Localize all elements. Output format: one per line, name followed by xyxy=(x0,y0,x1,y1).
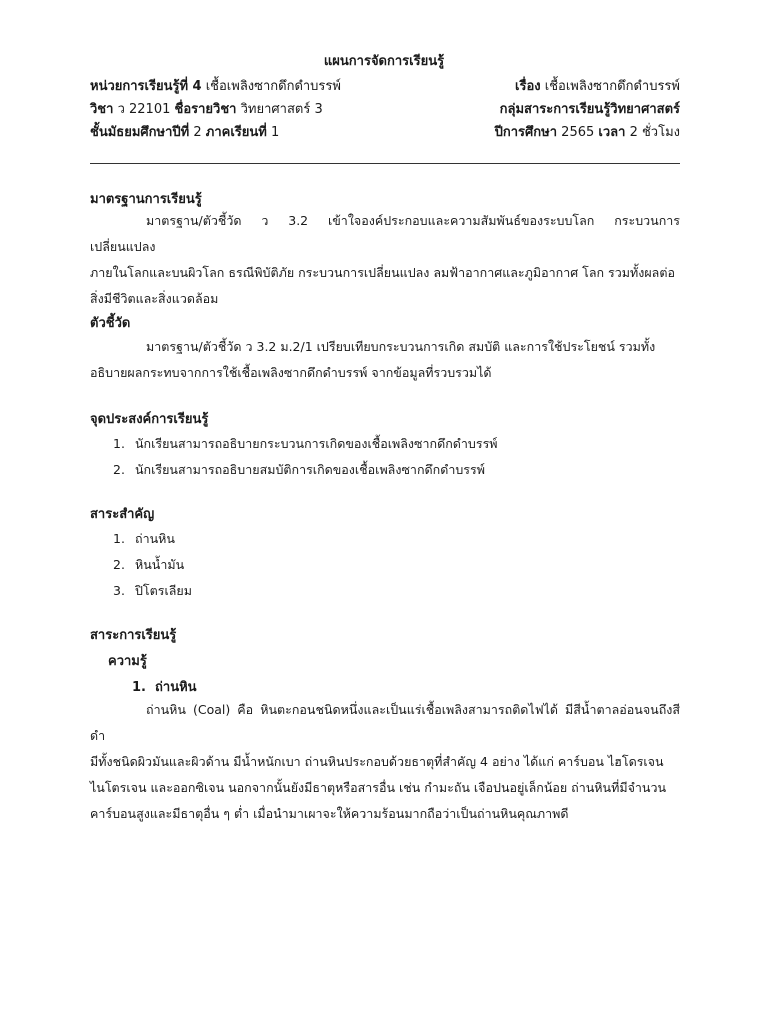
term-label: ภาคเรียนที่ xyxy=(205,125,267,140)
objectives-heading: จุดประสงค์การเรียนรู้ xyxy=(90,412,209,427)
document-title: แผนการจัดการเรียนรู้ xyxy=(323,54,445,69)
grade-label: ชั้นมัธยมศึกษาปีที่ xyxy=(90,125,190,140)
topic-value: เชื้อเพลิงซากดึกดำบรรพ์ xyxy=(544,79,680,94)
list-item xyxy=(113,555,184,575)
list-item-number: 3. xyxy=(113,583,125,598)
list-item-text: หินน้ำมัน xyxy=(135,557,185,572)
header-divider xyxy=(90,163,680,164)
learning-group: กลุ่มสาระการเรียนรู้วิทยาศาสตร์ xyxy=(499,102,680,117)
indicators-heading: ตัวชี้วัด xyxy=(90,316,131,331)
year-label: ปีการศึกษา xyxy=(494,125,558,140)
standards-line: ภายในโลกและบนผิวโลก ธรณีพิบัติภัย กระบวนการเปลี่ยนแปลง ลมฟ้าอากาศและภูมิอากาศ โลก รวมทั้งผลต่อ xyxy=(90,265,675,280)
list-item xyxy=(113,434,498,454)
list-item-text: ถ่านหิน xyxy=(135,531,175,546)
knowledge-subheading: ความรู้ xyxy=(108,654,147,669)
subject-code: ว 22101 xyxy=(117,102,171,117)
standards-line: มาตรฐาน/ตัวชี้วัด ว 3.2 เข้าใจองค์ประกอบและความสัมพันธ์ของระบบโลก กระบวนการ เปลี่ยนแปลง xyxy=(90,213,680,254)
list-item-text: นักเรียนสามารถอธิบายสมบัติการเกิดของเชื้อเพลิงซากดึกดำบรรพ์ xyxy=(135,462,485,477)
time-label: เวลา xyxy=(598,125,626,140)
list-item-number: 2. xyxy=(113,462,125,477)
unit-label: หน่วยการเรียนรู้ที่ 4 xyxy=(90,79,202,94)
list-item xyxy=(113,460,485,480)
header-row-1 xyxy=(90,75,680,97)
coal-line: คาร์บอนสูงและมีธาตุอื่น ๆ ต่ำ เมื่อนำมาเผาจะให้ความร้อนมากถือว่าเป็นถ่านหินคุณภาพดี xyxy=(90,806,569,821)
coal-line: ไนโตรเจน และออกซิเจน นอกจากนั้นยังมีธาตุหรือสารอื่น เช่น กำมะถัน เจือปนอยู่เล็กน้อย ถ่านหินที่มีจำนวน xyxy=(90,780,667,795)
list-item-number: 1. xyxy=(113,436,125,451)
list-item xyxy=(113,581,192,601)
coal-heading: 1. ถ่านหิน xyxy=(132,680,197,695)
coal-line: ถ่านหิน (Coal) คือ หินตะกอนชนิดหนึ่งและเป็นแร่เชื้อเพลิงสามารถติดไฟได้ มีสีน้ำตาลอ่อนจนถึงสี ดำ xyxy=(90,702,680,743)
list-item-number: 2. xyxy=(113,557,125,572)
content-heading: สาระการเรียนรู้ xyxy=(90,628,177,643)
standards-line: สิ่งมีชีวิตและสิ่งแวดล้อม xyxy=(90,291,219,306)
list-item-text: ปิโตรเลียม xyxy=(135,583,192,598)
key-concepts-heading: สาระสำคัญ xyxy=(90,507,155,522)
topic-label: เรื่อง xyxy=(515,79,541,94)
term-value: 1 xyxy=(271,125,280,140)
unit-value: เชื้อเพลิงซากดึกดำบรรพ์ xyxy=(205,79,341,94)
indicators-paragraph xyxy=(90,334,680,386)
standards-paragraph xyxy=(90,208,680,312)
list-item xyxy=(113,529,175,549)
grade-value: 2 xyxy=(193,125,202,140)
coal-line: มีทั้งชนิดผิวมันและผิวด้าน มีน้ำหนักเบา ถ่านหินประกอบด้วยธาตุที่สำคัญ 4 อย่าง ได้แก่ คาร์บอน ไฮโดรเจน xyxy=(90,754,664,769)
header-row-3 xyxy=(90,121,680,143)
year-value: 2565 xyxy=(561,125,595,140)
subject-name: วิทยาศาสตร์ 3 xyxy=(240,102,323,117)
subject-name-label: ชื่อรายวิชา xyxy=(174,102,237,117)
indicators-line: อธิบายผลกระทบจากการใช้เชื้อเพลิงซากดึกดำบรรพ์ จากข้อมูลที่รวบรวมได้ xyxy=(90,365,492,380)
list-item-text: นักเรียนสามารถอธิบายกระบวนการเกิดของเชื้อเพลิงซากดึกดำบรรพ์ xyxy=(135,436,498,451)
subject-label: วิชา xyxy=(90,102,114,117)
header-row-2 xyxy=(90,98,680,120)
coal-paragraph xyxy=(90,697,680,827)
indicators-line: มาตรฐาน/ตัวชี้วัด ว 3.2 ม.2/1 เปรียบเทียบกระบวนการเกิด สมบัติ และการใช้ประโยชน์ รวมทั้ง xyxy=(146,339,656,354)
standards-heading: มาตรฐานการเรียนรู้ xyxy=(90,192,202,207)
list-item-number: 1. xyxy=(113,531,125,546)
time-value: 2 ชั่วโมง xyxy=(629,125,680,140)
